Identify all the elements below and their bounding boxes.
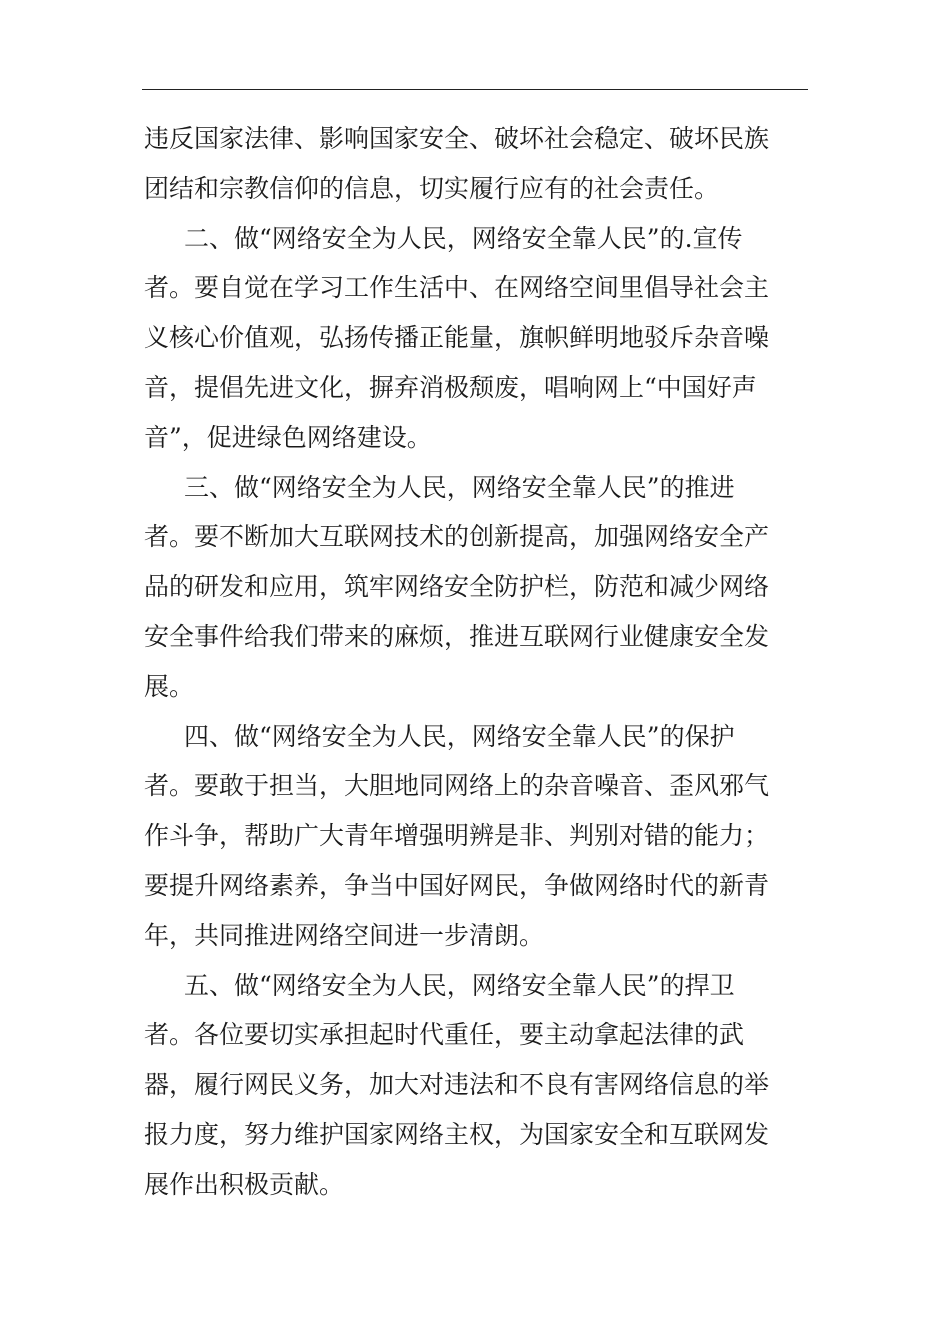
text-line: 展。 <box>144 671 195 701</box>
paragraph-heading-line: 四、做“网络安全为人民，网络安全靠人民”的保护 <box>184 721 735 751</box>
text-line: 者。要不断加大互联网技术的创新提高，加强网络安全产 <box>144 522 770 552</box>
text-line: 者。要自觉在学习工作生活中、在网络空间里倡导社会主 <box>144 273 770 303</box>
paragraph-heading-line: 五、做“网络安全为人民，网络安全靠人民”的捍卫 <box>184 970 735 1000</box>
paragraph-protector <box>144 712 786 961</box>
text-line: 安全事件给我们带来的麻烦，推进互联网行业健康安全发 <box>144 621 770 651</box>
paragraph-heading-line: 三、做“网络安全为人民，网络安全靠人民”的推进 <box>184 472 735 502</box>
paragraph-propagator <box>144 214 786 463</box>
text-line: 音，提倡先进文化，摒弃消极颓废，唱响网上“中国好声 <box>144 372 757 402</box>
paragraph-heading-line: 二、做“网络安全为人民，网络安全靠人民”的.宣传 <box>184 223 743 253</box>
text-line: 展作出积极贡献。 <box>144 1169 345 1199</box>
text-line: 作斗争，帮助广大青年增强明辨是非、判别对错的能力； <box>144 821 770 851</box>
paragraph-defender <box>144 961 786 1210</box>
text-line: 音”，促进绿色网络建设。 <box>144 422 432 452</box>
text-line: 品的研发和应用，筑牢网络安全防护栏，防范和减少网络 <box>144 572 770 602</box>
text-line: 团结和宗教信仰的信息，切实履行应有的社会责任。 <box>144 173 720 203</box>
document-body <box>144 114 786 1210</box>
text-line: 要提升网络素养，争当中国好网民，争做网络时代的新青 <box>144 870 770 900</box>
text-line: 者。各位要切实承担起时代重任，要主动拿起法律的武 <box>144 1020 745 1050</box>
paragraph-promoter <box>144 463 786 712</box>
text-line: 报力度，努力维护国家网络主权，为国家安全和互联网发 <box>144 1119 770 1149</box>
paragraph-continuation <box>144 114 786 214</box>
header-rule <box>142 89 808 90</box>
text-line: 者。要敢于担当，大胆地同网络上的杂音噪音、歪风邪气 <box>144 771 770 801</box>
text-line: 义核心价值观，弘扬传播正能量，旗帜鲜明地驳斥杂音噪 <box>144 323 770 353</box>
text-line: 违反国家法律、影响国家安全、破坏社会稳定、破坏民族 <box>144 124 770 153</box>
text-line: 年，共同推进网络空间进一步清朗。 <box>144 920 545 950</box>
text-line: 器，履行网民义务，加大对违法和不良有害网络信息的举 <box>144 1070 770 1100</box>
